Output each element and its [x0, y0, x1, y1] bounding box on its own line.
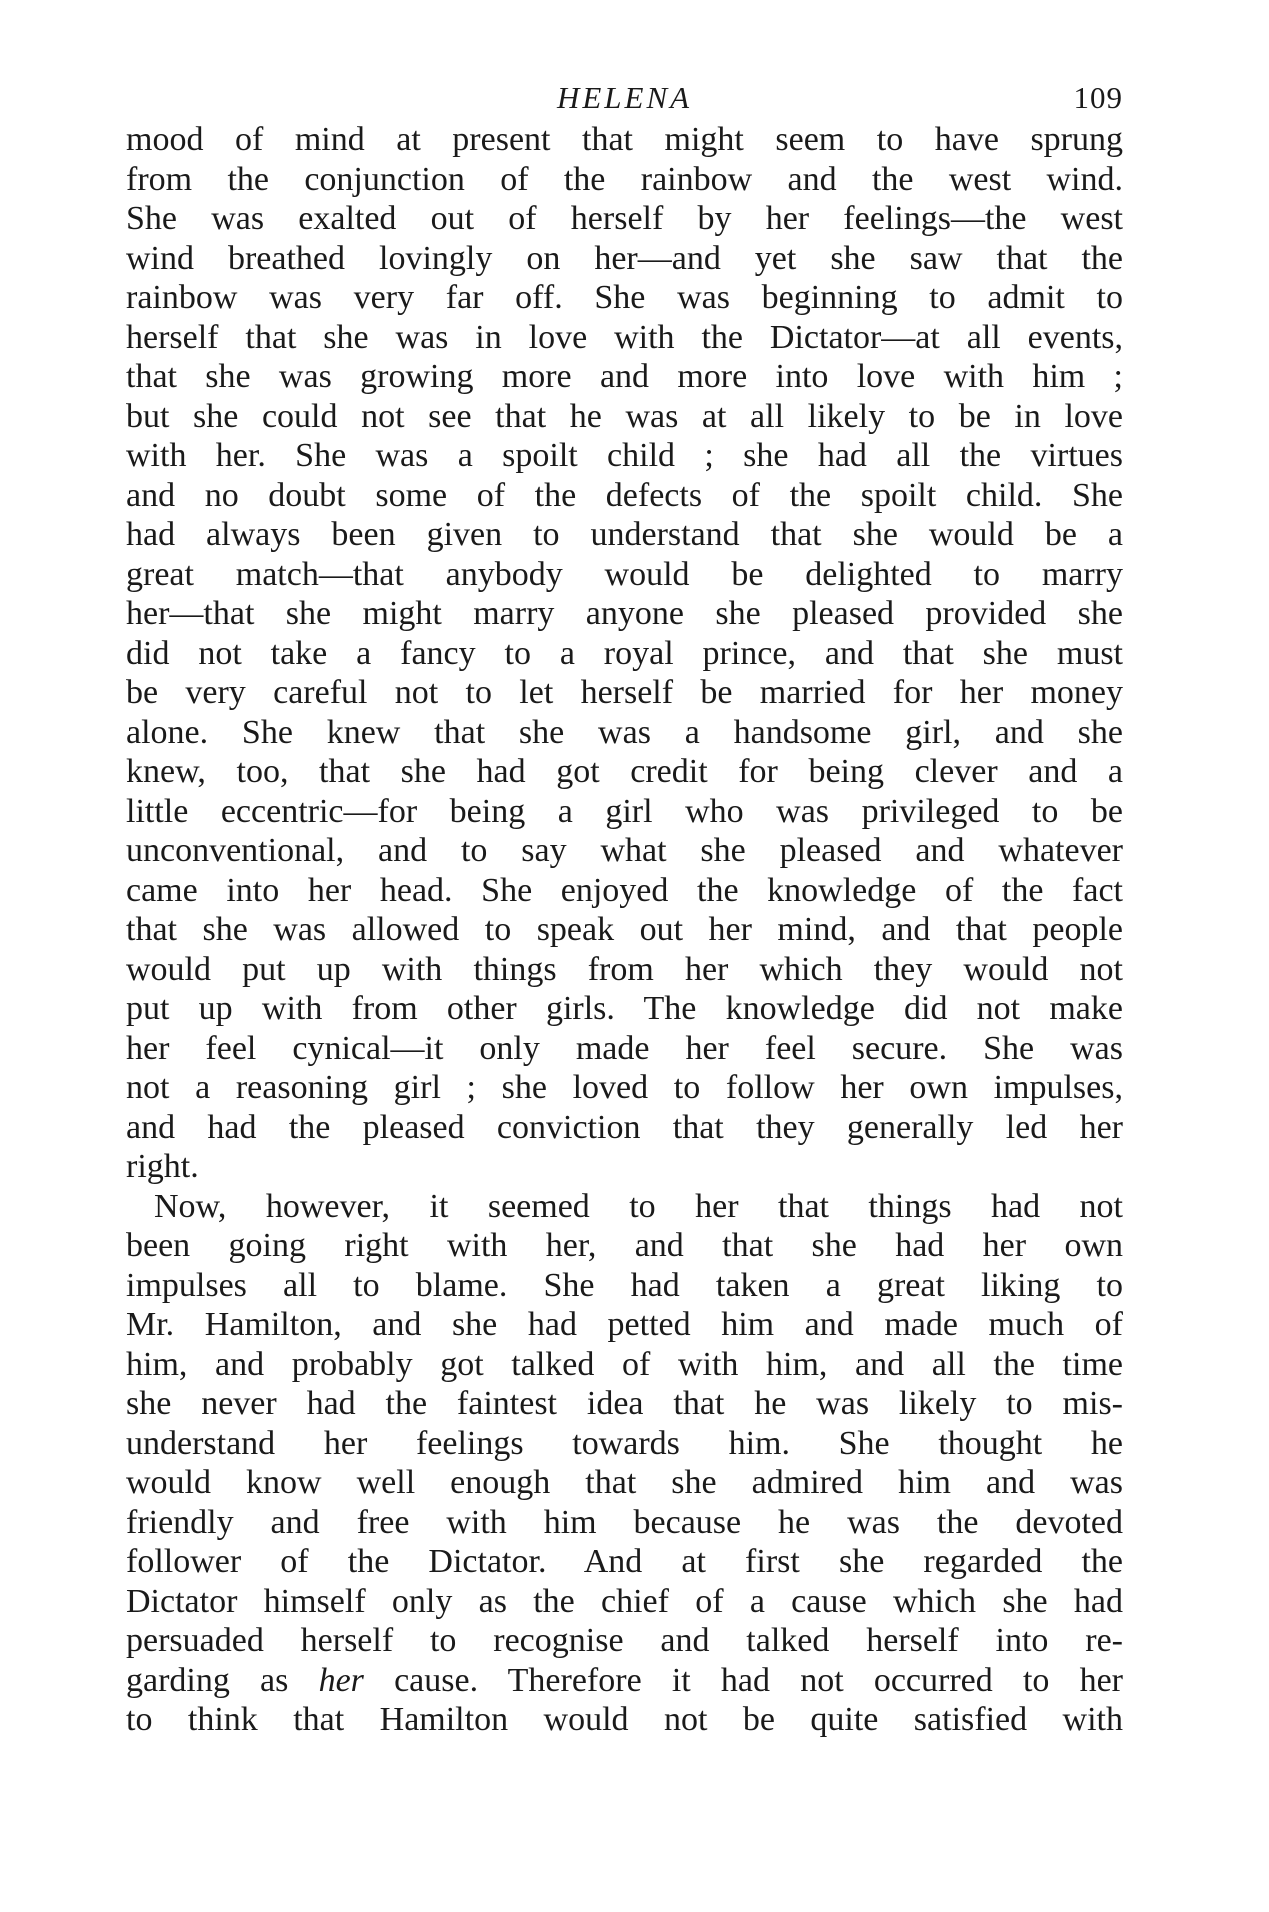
- text-line: Dictator himself only as the chief of a cause which she had: [126, 1582, 1123, 1620]
- text-line: friendly and free with him because he was the devoted: [126, 1503, 1123, 1541]
- running-head: [126, 78, 1123, 118]
- paragraph-1: [126, 120, 1123, 1187]
- text-line: to think that Hamilton would not be quite satisfied with: [126, 1701, 1123, 1738]
- text-line: put up with from other girls. The knowledge did not make: [126, 990, 1123, 1027]
- text-line: she never had the faintest idea that he was likely to mis-: [126, 1385, 1123, 1422]
- text-line: came into her head. She enjoyed the knowledge of the fact: [126, 871, 1123, 909]
- italic-word: her: [318, 1661, 364, 1699]
- text-line: with her. She was a spoilt child ; she had all the virtues: [126, 437, 1123, 474]
- page-number: 109: [1073, 80, 1123, 115]
- text-fragment: cause. Therefore it had not occurred to her: [363, 1661, 1123, 1699]
- text-line: follower of the Dictator. And at first she regarded the: [126, 1543, 1123, 1580]
- text-line: knew, too, that she had got credit for being clever and a: [126, 753, 1123, 790]
- text-line: great match—that anybody would be delighted to marry: [126, 555, 1123, 593]
- paragraph-2: [126, 1187, 1123, 1740]
- text-line: but she could not see that he was at all likely to be in love: [126, 397, 1123, 435]
- text-line: be very careful not to let herself be married for her money: [126, 674, 1123, 711]
- text-line: been going right with her, and that she had her own: [126, 1227, 1123, 1264]
- text-line: would put up with things from her which they would not: [126, 950, 1123, 988]
- body-text: [126, 120, 1123, 1740]
- text-fragment: garding as: [126, 1661, 319, 1699]
- text-line: that she was allowed to speak out her mind, and that people: [126, 911, 1123, 948]
- text-line: persuaded herself to recognise and talked herself into re-: [126, 1622, 1123, 1659]
- text-line: from the conjunction of the rainbow and the west wind.: [126, 160, 1123, 198]
- text-line: Now, however, it seemed to her that things had not: [154, 1187, 1123, 1225]
- text-line: mood of mind at present that might seem to have sprung: [126, 121, 1123, 158]
- text-line: Mr. Hamilton, and she had petted him and made much of: [126, 1306, 1123, 1343]
- text-line-with-italic: [126, 1661, 1123, 1701]
- text-line: impulses all to blame. She had taken a great liking to: [126, 1266, 1123, 1304]
- text-line: her feel cynical—it only made her feel secure. She was: [126, 1029, 1123, 1067]
- text-line: did not take a fancy to a royal prince, and that she must: [126, 634, 1123, 672]
- text-line: little eccentric—for being a girl who was privileged to be: [126, 792, 1123, 830]
- text-line: that she was growing more and more into love with him ;: [126, 358, 1123, 395]
- text-line: and had the pleased conviction that they generally led her: [126, 1108, 1123, 1146]
- text-line: would know well enough that she admired him and was: [126, 1464, 1123, 1501]
- text-line: herself that she was in love with the Dictator—at all events,: [126, 318, 1123, 356]
- text-line: her—that she might marry anyone she pleased provided she: [126, 595, 1123, 632]
- text-line: alone. She knew that she was a handsome girl, and she: [126, 713, 1123, 751]
- text-line: right.: [126, 1148, 199, 1185]
- text-line: She was exalted out of herself by her feelings—the west: [126, 200, 1123, 237]
- text-line: understand her feelings towards him. She thought he: [126, 1424, 1123, 1462]
- text-line: him, and probably got talked of with him, and all the time: [126, 1345, 1123, 1383]
- text-line: had always been given to understand that she would be a: [126, 516, 1123, 553]
- text-line: not a reasoning girl ; she loved to follow her own impulses,: [126, 1069, 1123, 1106]
- running-title: HELENA: [556, 80, 693, 115]
- text-line: unconventional, and to say what she pleased and whatever: [126, 832, 1123, 869]
- text-line: rainbow was very far off. She was beginning to admit to: [126, 279, 1123, 316]
- text-line: wind breathed lovingly on her—and yet she saw that the: [126, 239, 1123, 277]
- text-line: and no doubt some of the defects of the spoilt child. She: [126, 476, 1123, 514]
